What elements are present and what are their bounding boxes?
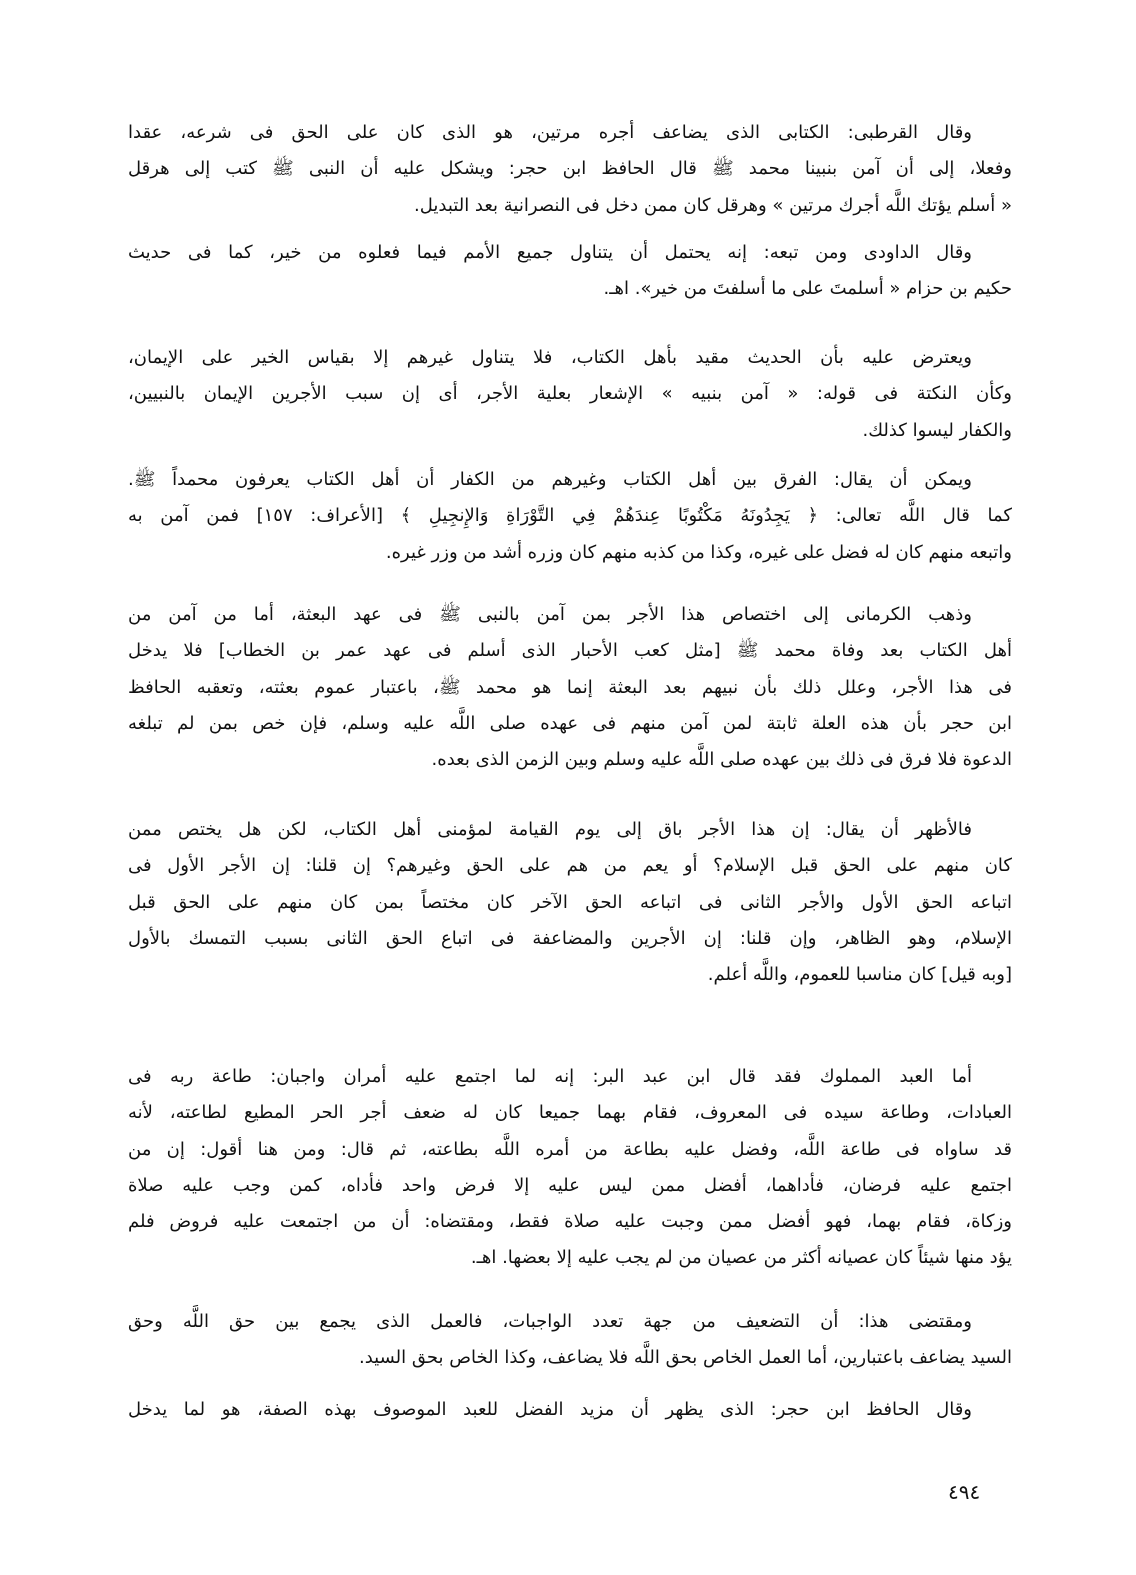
text-line: قد ساواه فى طاعة اللَّه، وفضل عليه بطاعة من أمره اللَّه بطاعته، ثم قال: ومن هنا أقول: إن من — [128, 1138, 1012, 1160]
paragraph — [128, 1392, 1012, 1428]
text-line: كان منهم على الحق قبل الإسلام؟ أو يعم من هم على الحق وغيرهم؟ إن قلنا: إن الأجر الأول فى — [128, 855, 1012, 877]
text-line: وقال الحافظ ابن حجر: الذى يظهر أن مزيد الفضل للعبد الموصوف بهذه الصفة، هو لما يدخل — [128, 1399, 972, 1420]
text-line: كما قال اللَّه تعالى: ﴿ يَجِدُونَهُ مَكْتُوبًا عِندَهُمْ فِي التَّوْرَاةِ وَالإِنجِيلِ ﴾ [الأعراف: ١٥٧] فمن آمن به — [128, 505, 1013, 527]
text-line: الدعوة فلا فرق فى ذلك بين عهده صلى اللَّه عليه وسلم وبين الزمن الذى بعده. — [431, 749, 1012, 771]
text-line: والكفار ليسوا كذلك. — [862, 419, 1012, 441]
text-line: وزكاة، فقام بهما، فهو أفضل ممن وجبت عليه صلاة فقط، ومقتضاه: أن من اجتمعت عليه فروض فلم — [128, 1211, 1012, 1233]
paragraph — [128, 462, 1012, 571]
text-line: وقال الداودى ومن تبعه: إنه يحتمل أن يتناول جميع الأمم فيما فعلوه من خير، كما فى حديث — [128, 242, 972, 263]
text-line: السيد يضاعف باعتبارين، أما العمل الخاص بحق اللَّه فلا يضاعف، وكذا الخاص بحق السيد. — [359, 1347, 1012, 1369]
text-line: يؤد منها شيئاً كان عصيانه أكثر من عصيان من لم يجب عليه إلا بعضها. اهـ. — [470, 1247, 1012, 1269]
text-line: اتباعه الحق الأول والأجر الثانى فى اتباعه الحق الآخر كان مختصاً بمن كان منهم على الحق قبل — [128, 891, 1012, 913]
text-line: أهل الكتاب بعد وفاة محمد ﷺ [مثل كعب الأحبار الذى أسلم فى عهد عمر بن الخطاب] فلا يدخل — [128, 640, 1012, 662]
text-line: « أسلم يؤتك اللَّه أجرك مرتين » وهرقل كان ممن دخل فى النصرانية بعد التبديل. — [414, 194, 1012, 216]
text-line: واتبعه منهم كان له فضل على غيره، وكذا من كذبه منهم كان وزره أشد من وزر غيره. — [385, 541, 1012, 563]
text-line: أما العبد المملوك فقد قال ابن عبد البر: إنه لما اجتمع عليه أمران واجبان: طاعة ربه فى — [128, 1066, 972, 1087]
text-line: العبادات، وطاعة سيده فى المعروف، فقام بهما جميعا كان له ضعف أجر الحر المطيع لطاعته، لأنه — [128, 1102, 1012, 1124]
paragraph — [128, 597, 1012, 778]
paragraph — [128, 812, 1012, 993]
text-line: وقال القرطبى: الكتابى الذى يضاعف أجره مرتين، هو الذى كان على الحق فى شرعه، عقدا — [128, 122, 972, 143]
text-line: ويمكن أن يقال: الفرق بين أهل الكتاب وغيرهم من الكفار أن أهل الكتاب يعرفون محمداً ﷺ. — [128, 469, 972, 490]
paragraph — [128, 115, 1012, 224]
page-number: ٤٩٤ — [948, 1480, 981, 1504]
paragraph — [128, 235, 1012, 308]
text-line: وفعلا، إلى أن آمن بنبينا محمد ﷺ قال الحافظ ابن حجر: ويشكل عليه أن النبى ﷺ كتب إلى هرقل — [128, 158, 1012, 180]
text-line: فالأظهر أن يقال: إن هذا الأجر باق إلى يوم القيامة لمؤمنى أهل الكتاب، لكن هل يختص ممن — [128, 819, 972, 840]
text-line: حكيم بن حزام « أسلمتَ على ما أسلفتَ من خير». اهـ. — [603, 278, 1012, 300]
paragraph — [128, 340, 1012, 449]
paragraph — [128, 1059, 1012, 1277]
text-line: ابن حجر بأن هذه العلة ثابتة لمن آمن منهم فى عهده صلى اللَّه عليه وسلم، فإن خص بمن لم تبلغه — [128, 712, 1012, 734]
text-line: الإسلام، وهو الظاهر، وإن قلنا: إن الأجرين والمضاعفة فى اتباع الحق الثانى بسبب التمسك بالأول — [128, 927, 1012, 949]
text-line: ومقتضى هذا: أن التضعيف من جهة تعدد الواجبات، فالعمل الذى يجمع بين حق اللَّه وحق — [128, 1311, 972, 1332]
text-line: اجتمع عليه فرضان، فأداهما، أفضل ممن ليس عليه إلا فرض واحد فأداه، كمن وجب عليه صلاة — [128, 1174, 1012, 1196]
text-line: ويعترض عليه بأن الحديث مقيد بأهل الكتاب، فلا يتناول غيرهم إلا بقياس الخير على الإيمان، — [128, 347, 972, 368]
paragraph — [128, 1304, 1012, 1377]
text-line: وكأن النكتة فى قوله: « آمن بنبيه » الإشعار بعلية الأجر، أى إن سبب الأجرين الإيمان بالنبيين، — [128, 383, 1012, 405]
text-line: وذهب الكرمانى إلى اختصاص هذا الأجر بمن آمن بالنبى ﷺ فى عهد البعثة، أما من آمن من — [128, 604, 972, 625]
text-line: فى هذا الأجر، وعلل ذلك بأن نبيهم بعد البعثة إنما هو محمد ﷺ، باعتبار عموم بعثته، وتعقبه الحافظ — [128, 676, 1012, 698]
text-line: [وبه قيل] كان مناسبا للعموم، واللَّه أعلم. — [707, 964, 1012, 986]
